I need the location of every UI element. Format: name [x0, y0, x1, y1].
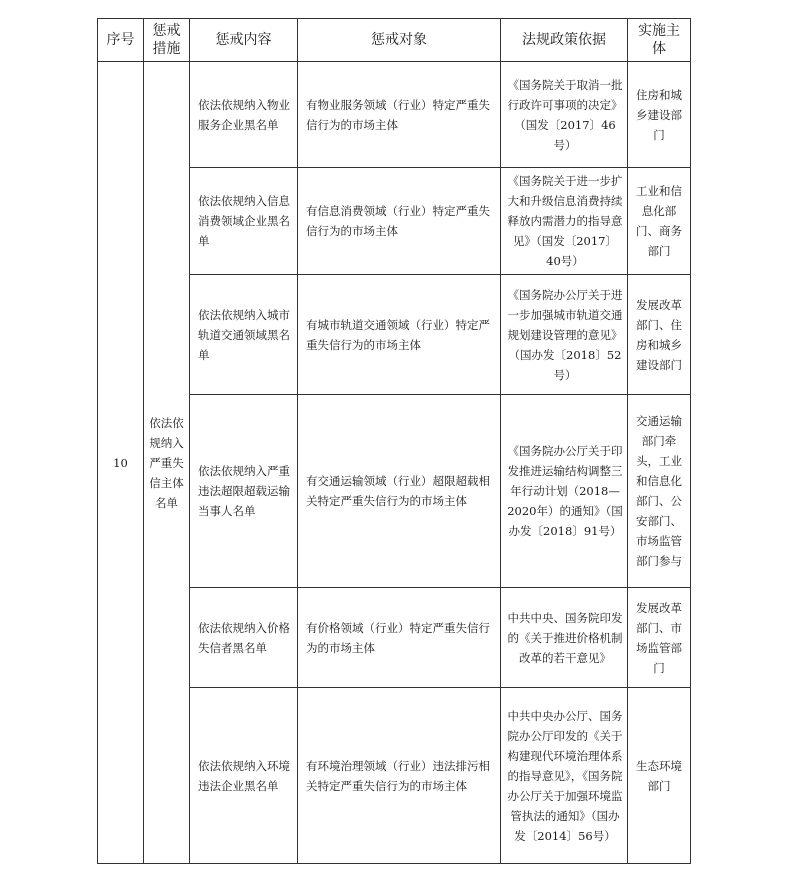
row-basis: 中共中央、国务院印发的《关于推进价格机制改革的若干意见》 [501, 588, 628, 688]
row-content: 依法依规纳入物业服务企业黑名单 [190, 62, 298, 168]
header-content: 惩戒内容 [190, 19, 298, 62]
header-target: 惩戒对象 [298, 19, 501, 62]
row-subject: 发展改革部门、住房和城乡建设部门 [628, 275, 691, 395]
row-target: 有信息消费领域（行业）特定严重失信行为的市场主体 [298, 168, 501, 275]
group-seq: 10 [98, 62, 144, 864]
row-target: 有环境治理领域（行业）违法排污相关特定严重失信行为的市场主体 [298, 688, 501, 864]
header-seq: 序号 [98, 19, 144, 62]
row-basis: 中共中央办公厅、国务院办公厅印发的《关于构建现代环境治理体系的指导意见》，《国务院办公厅关于加强环境监管执法的通知》（国办发〔2014〕56号） [501, 688, 628, 864]
row-subject: 交通运输部门牵头，工业和信息化部门、公安部门、市场监管部门参与 [628, 395, 691, 588]
row-basis: 《国务院关于取消一批行政许可事项的决定》（国发〔2017〕46号） [501, 62, 628, 168]
header-subject: 实施主体 [628, 19, 691, 62]
row-subject: 生态环境部门 [628, 688, 691, 864]
row-subject: 发展改革部门、市场监管部门 [628, 588, 691, 688]
row-basis: 《国务院办公厅关于进一步加强城市轨道交通规划建设管理的意见》（国办发〔2018〕52号） [501, 275, 628, 395]
row-content: 依法依规纳入环境违法企业黑名单 [190, 688, 298, 864]
header-row [98, 19, 691, 62]
row-target: 有交通运输领域（行业）超限超载相关特定严重失信行为的市场主体 [298, 395, 501, 588]
table-row [98, 62, 691, 168]
row-content: 依法依规纳入城市轨道交通领域黑名单 [190, 275, 298, 395]
row-basis: 《国务院关于进一步扩大和升级信息消费持续释放内需潜力的指导意见》（国发〔2017〕40号） [501, 168, 628, 275]
group-measure: 依法依规纳入严重失信主体名单 [144, 62, 190, 864]
punishment-table [97, 18, 691, 864]
row-target: 有物业服务领域（行业）特定严重失信行为的市场主体 [298, 62, 501, 168]
row-content: 依法依规纳入信息消费领域企业黑名单 [190, 168, 298, 275]
row-target: 有价格领域（行业）特定严重失信行为的市场主体 [298, 588, 501, 688]
header-basis: 法规政策依据 [501, 19, 628, 62]
row-target: 有城市轨道交通领域（行业）特定严重失信行为的市场主体 [298, 275, 501, 395]
header-measure: 惩戒措施 [144, 19, 190, 62]
row-content: 依法依规纳入价格失信者黑名单 [190, 588, 298, 688]
row-subject: 住房和城乡建设部门 [628, 62, 691, 168]
row-basis: 《国务院办公厅关于印发推进运输结构调整三年行动计划（2018—2020年）的通知》（国办发〔2018〕91号） [501, 395, 628, 588]
row-content: 依法依规纳入严重违法超限超载运输当事人名单 [190, 395, 298, 588]
row-subject: 工业和信息化部门、商务部门 [628, 168, 691, 275]
